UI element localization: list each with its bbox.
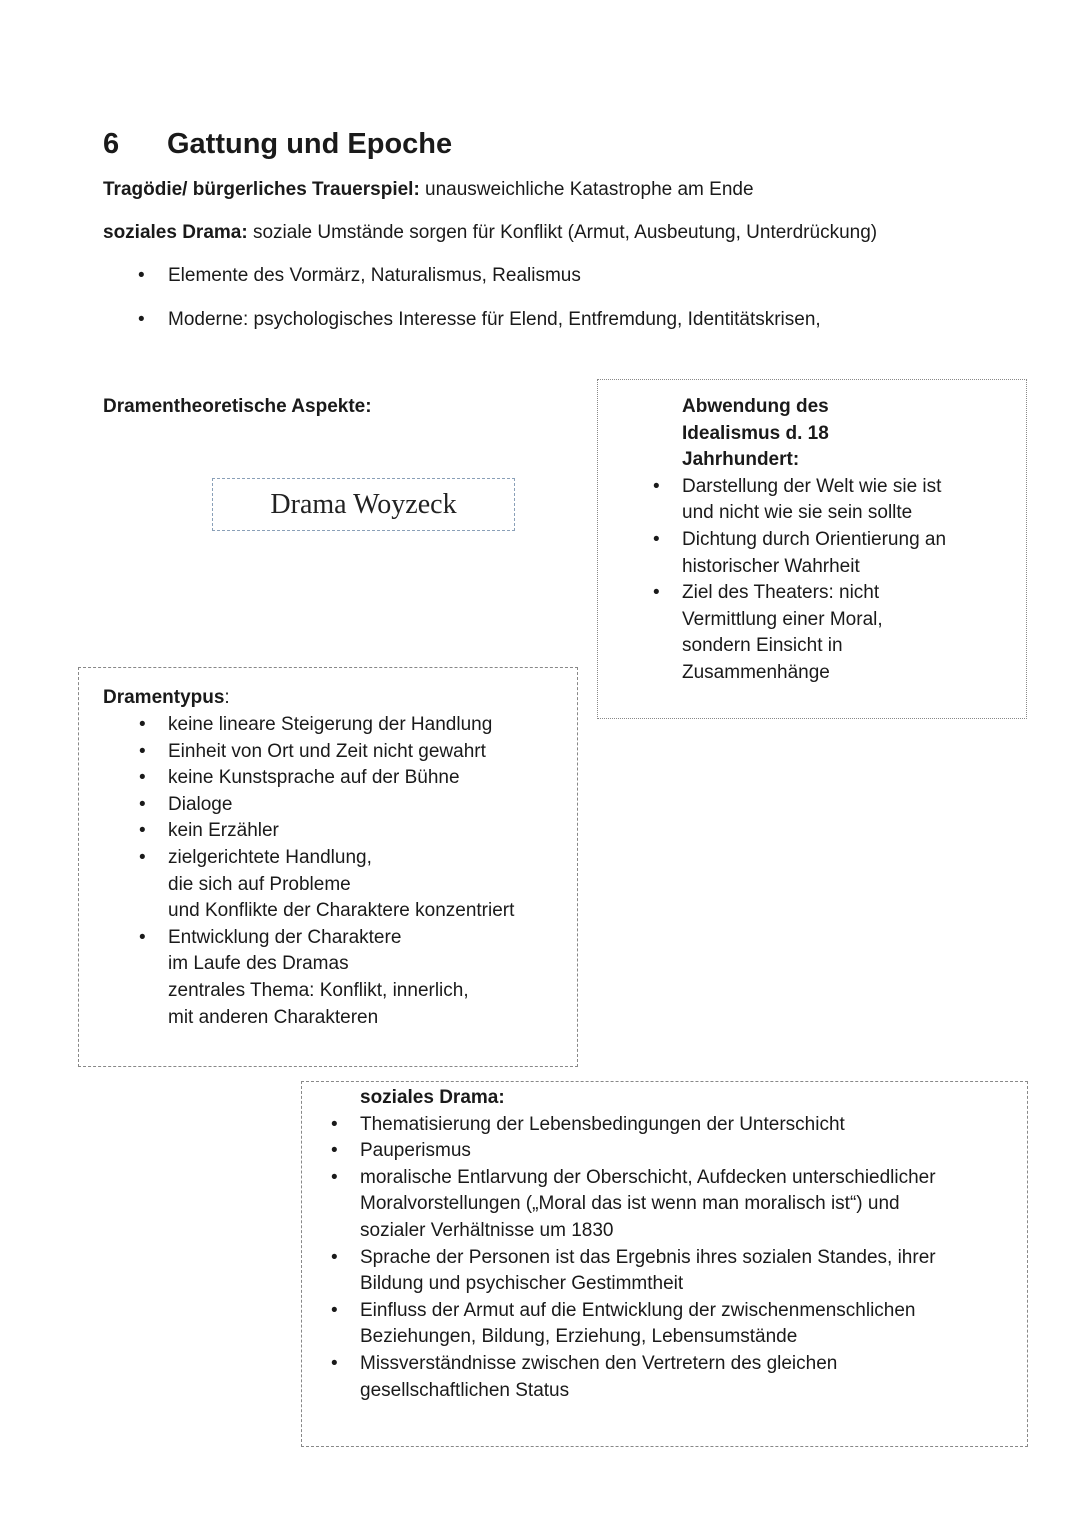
- tragoedie-text: unausweichliche Katastrophe am Ende: [419, 179, 754, 200]
- sozial-line: [103, 221, 877, 245]
- list-item: • keine Kunstsprache auf der Bühne: [168, 765, 514, 792]
- bullet-icon: •: [139, 793, 146, 815]
- list-item: • Thematisierung der Lebensbedingungen der Unterschicht: [360, 1112, 936, 1139]
- bullet-icon: •: [138, 265, 145, 286]
- bullet-icon: •: [653, 582, 660, 604]
- dramentypus-title: Dramentypus:: [103, 687, 230, 708]
- bullet-icon: •: [139, 714, 146, 735]
- sozial-label: soziales Drama:: [103, 222, 248, 243]
- page-title: [103, 128, 452, 161]
- intro-bullet: • Elemente des Vormärz, Naturalismus, Realismus: [138, 265, 581, 286]
- sozial-text: soziale Umstände sorgen für Konflikt (Armut, Ausbeutung, Unterdrückung): [247, 222, 878, 243]
- dramentheorie-label: Dramentheoretische Aspekte:: [103, 396, 372, 417]
- bullet-icon: •: [139, 846, 146, 868]
- list-item: • kein Erzähler: [168, 818, 514, 845]
- bullet-icon: •: [653, 475, 660, 497]
- list-item: • Ziel des Theaters: nicht Vermittlung einer Moral, sondern Einsicht in Zusammenhänge: [653, 582, 883, 683]
- tragoedie-label: Tragödie/ bürgerliches Trauerspiel:: [103, 179, 420, 200]
- abwendung-title-line: Idealismus d. 18: [682, 422, 829, 444]
- tragoedie-line: [103, 178, 754, 202]
- section-number: 6: [103, 128, 120, 160]
- soziales-drama-box: [301, 1081, 1028, 1447]
- list-item: • Missverständnisse zwischen den Vertretern des gleichen gesellschaftlichen Status: [331, 1352, 838, 1401]
- list-item: • Pauperismus: [360, 1138, 936, 1165]
- bullet-icon: •: [331, 1246, 338, 1268]
- drama-woyzeck-label: Drama Woyzeck: [212, 478, 515, 531]
- bullet-icon: •: [139, 820, 146, 842]
- bullet-icon: •: [331, 1140, 338, 1162]
- bullet-icon: •: [331, 1299, 338, 1321]
- abwendung-title-line: Abwendung des: [682, 396, 829, 417]
- list-item: • keine lineare Steigerung der Handlung: [168, 712, 514, 739]
- bullet-icon: •: [331, 1166, 338, 1188]
- abwendung-box: [597, 379, 1027, 719]
- list-item: • Dichtung durch Orientierung an historischer Wahrheit: [653, 528, 947, 577]
- dramentypus-box: [78, 667, 578, 1067]
- soziales-drama-title: soziales Drama:: [360, 1087, 505, 1108]
- list-item: • zielgerichtete Handlung, die sich auf Probleme und Konflikte der Charaktere konzentriert: [139, 846, 515, 922]
- list-item: • Entwicklung der Charaktere im Laufe des Dramas zentrales Thema: Konflikt, innerlich, mit anderen Charakteren: [139, 926, 469, 1028]
- bullet-icon: •: [138, 309, 145, 330]
- list-item: • Einheit von Ort und Zeit nicht gewahrt: [168, 739, 514, 766]
- list-item: • moralische Entlarvung der Oberschicht, Aufdecken unterschiedlicher Moralvorstellungen („Moral das ist wenn man moralisch ist“) und sozialer Verhältnisse um 1830: [331, 1166, 936, 1241]
- bullet-icon: •: [653, 528, 660, 550]
- bullet-icon: •: [139, 926, 146, 948]
- intro-bullet: • Moderne: psychologisches Interesse für Elend, Entfremdung, Identitätskrisen,: [138, 309, 821, 330]
- bullet-icon: •: [139, 767, 146, 789]
- bullet-icon: •: [139, 740, 146, 762]
- section-title: Gattung und Epoche: [167, 128, 453, 160]
- abwendung-title-line: Jahrhundert:: [682, 449, 800, 471]
- list-item: • Einfluss der Armut auf die Entwicklung der zwischenmenschlichen Beziehungen, Bildung, Erziehung, Lebensumstände: [331, 1299, 916, 1348]
- bullet-icon: •: [331, 1113, 338, 1135]
- bullet-icon: •: [331, 1352, 338, 1374]
- list-item: • Sprache der Personen ist das Ergebnis ihres sozialen Standes, ihrer Bildung und psychischer Gestimmtheit: [331, 1246, 936, 1295]
- list-item: • Dialoge: [168, 792, 514, 819]
- list-item: • Darstellung der Welt wie sie ist und nicht wie sie sein sollte: [653, 475, 942, 524]
